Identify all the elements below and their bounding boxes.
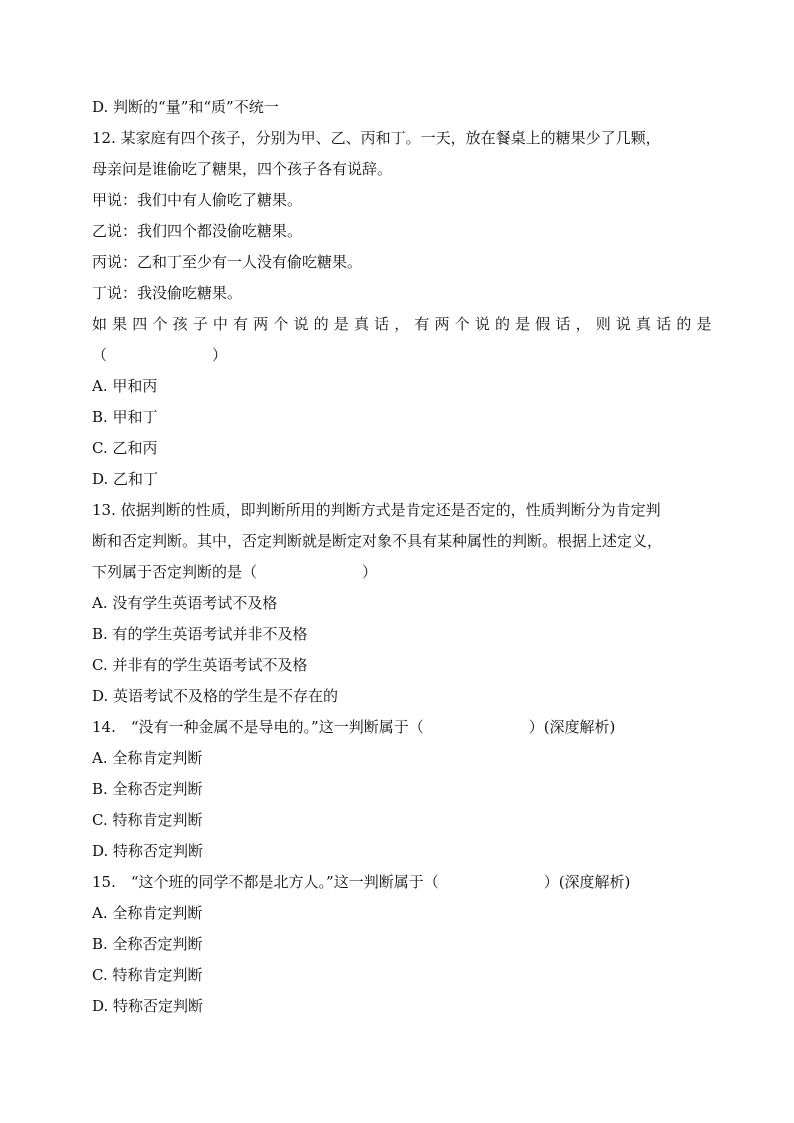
q13-option-d: D. 英语考试不及格的学生是不存在的 [92,687,339,705]
q12-option-c: C. 乙和丙 [92,439,158,457]
q12-option-d: D. 乙和丁 [92,470,159,488]
q14-option-b: B. 全称否定判断 [92,780,203,798]
q14-option-d: D. 特称否定判断 [92,842,204,860]
q14-option-a: A. 全称肯定判断 [92,749,203,767]
q12-statement-ding: 丁说：我没偷吃糖果。 [92,284,243,302]
q13-option-c: C. 并非有的学生英语考试不及格 [92,656,308,674]
q13-option-b: B. 有的学生英语考试并非不及格 [92,625,308,643]
q14-option-c: C. 特称肯定判断 [92,811,203,829]
q12-stem-line-1: 12. 某家庭有四个孩子，分别为甲、乙、丙和丁。一天，放在餐桌上的糖果少了几颗， [92,129,661,147]
q15-stem: 15. “这个班的同学不都是北方人。”这一判断属于（ ）(深度解析) [92,873,631,891]
q12-statement-jia: 甲说：我们中有人偷吃了糖果。 [92,191,303,209]
document-page [92,92,712,1022]
q15-option-d: D. 特称否定判断 [92,997,204,1015]
q15-option-c: C. 特称肯定判断 [92,966,203,984]
q12-stem-line-2: 母亲问是谁偷吃了糖果，四个孩子各有说辞。 [92,160,393,178]
q12-statement-bing: 丙说：乙和丁至少有一人没有偷吃糖果。 [92,253,363,271]
q12-option-b: B. 甲和丁 [92,408,158,426]
q12-statement-yi: 乙说：我们四个都没偷吃糖果。 [92,222,303,240]
q13-stem-line-1: 13. 依据判断的性质，即判断所用的判断方式是肯定还是否定的，性质判断分为肯定判 [92,501,661,519]
q12-question-line: 如果四个孩子中有两个说的是真话，有两个说的是假话，则说真话的是 [92,315,712,333]
q15-option-a: A. 全称肯定判断 [92,904,203,922]
q13-option-a: A. 没有学生英语考试不及格 [92,594,278,612]
q12-answer-blank: （ ） [92,346,228,364]
q13-stem-line-3: 下列属于否定判断的是（ ） [92,563,378,581]
q15-option-b: B. 全称否定判断 [92,935,203,953]
q14-stem: 14. “没有一种金属不是导电的。”这一判断属于（ ）(深度解析) [92,718,616,736]
q13-stem-line-2: 断和否定判断。其中，否定判断就是断定对象不具有某种属性的判断。根据上述定义， [92,532,663,550]
q11-option-d: D. 判断的“量”和“质”不统一 [92,98,279,116]
q12-option-a: A. 甲和丙 [92,377,158,395]
